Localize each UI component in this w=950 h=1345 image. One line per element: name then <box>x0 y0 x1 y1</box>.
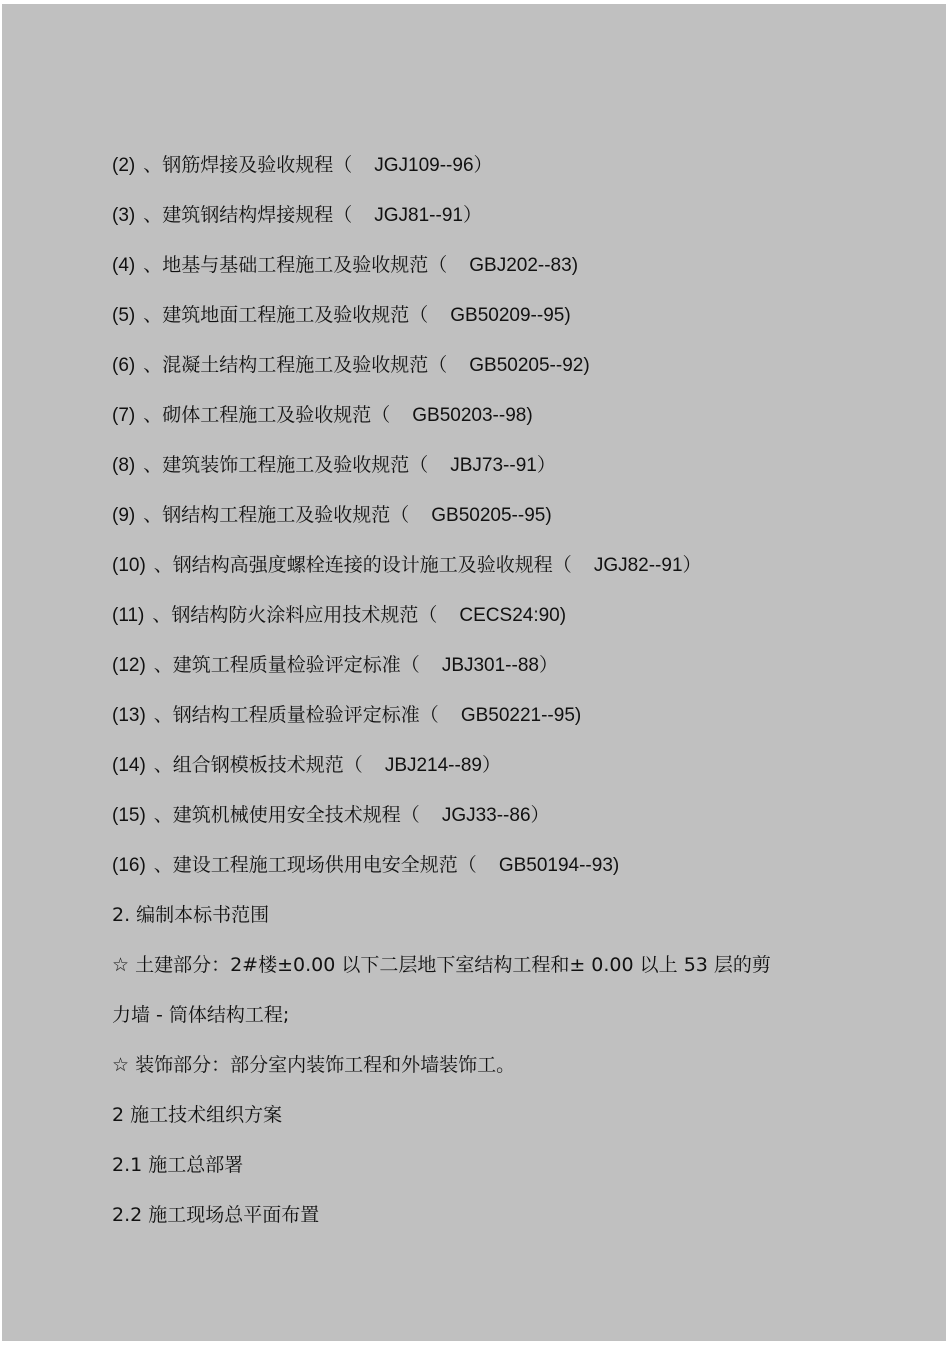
item-code: JBJ301--88） <box>441 655 558 676</box>
section-heading-scope: 2. 编制本标书范围 <box>112 904 270 926</box>
item-number: (9) <box>112 505 136 526</box>
item-code: GB50205--92) <box>469 355 590 376</box>
item-title: 、砌体工程施工及验收规范（ <box>143 404 391 426</box>
item-code: CECS24:90) <box>459 605 567 626</box>
item-number: (14) <box>112 755 146 776</box>
item-code: JGJ109--96） <box>374 155 493 176</box>
item-title: 、建筑装饰工程施工及验收规范（ <box>143 454 429 476</box>
standard-item-4 <box>112 240 872 290</box>
section-heading-plan: 2 施工技术组织方案 <box>112 1104 283 1126</box>
subsection-2-1: 2.1 施工总部署 <box>112 1154 244 1176</box>
standard-item-9 <box>112 490 872 540</box>
item-number: (13) <box>112 705 146 726</box>
standard-item-8 <box>112 440 872 490</box>
subsection-2-2: 2.2 施工现场总平面布置 <box>112 1204 320 1226</box>
item-title: 、钢结构工程施工及验收规范（ <box>143 504 410 526</box>
item-code: JBJ214--89） <box>384 755 501 776</box>
standard-item-7 <box>112 390 872 440</box>
item-code: GB50194--93) <box>498 855 620 876</box>
item-code: GB50205--95) <box>431 505 552 526</box>
item-code: GB50221--95) <box>460 705 582 726</box>
item-title: 、钢结构工程质量检验评定标准（ <box>153 704 439 726</box>
item-number: (3) <box>112 205 136 226</box>
item-number: (2) <box>112 155 136 176</box>
item-number: (6) <box>112 355 136 376</box>
item-title: 、钢筋焊接及验收规程（ <box>143 154 353 176</box>
standard-item-6 <box>112 340 872 390</box>
standard-item-10 <box>112 540 872 590</box>
item-title: 、地基与基础工程施工及验收规范（ <box>143 254 448 276</box>
standard-item-5 <box>112 290 872 340</box>
document-page <box>2 4 946 1341</box>
item-code: JGJ81--91） <box>374 205 482 226</box>
civil-scope-line-2: 力墙 - 筒体结构工程; <box>112 1004 290 1026</box>
standard-item-16 <box>112 840 872 890</box>
civil-scope-line-1: ☆ 土建部分：2#楼±0.00 以下二层地下室结构工程和± 0.00 以上 53 层的剪 <box>112 954 771 976</box>
standard-item-11 <box>112 590 872 640</box>
standard-item-13 <box>112 690 872 740</box>
item-title: 、建筑地面工程施工及验收规范（ <box>143 304 429 326</box>
item-number: (12) <box>112 655 146 676</box>
item-code: GB50203--98) <box>412 405 533 426</box>
item-number: (8) <box>112 455 136 476</box>
item-code: JGJ82--91） <box>593 555 702 576</box>
item-code: JBJ73--91） <box>450 455 556 476</box>
item-number: (11) <box>112 605 145 626</box>
item-code: JGJ33--86） <box>441 805 550 826</box>
item-title: 、组合钢模板技术规范（ <box>153 754 363 776</box>
item-number: (15) <box>112 805 146 826</box>
item-number: (7) <box>112 405 136 426</box>
item-number: (10) <box>112 555 146 576</box>
item-number: (16) <box>112 855 146 876</box>
standard-item-14 <box>112 740 872 790</box>
item-title: 、建设工程施工现场供用电安全规范（ <box>153 854 477 876</box>
standard-item-3 <box>112 190 872 240</box>
standard-item-15 <box>112 790 872 840</box>
item-title: 、建筑机械使用安全技术规程（ <box>153 804 420 826</box>
item-code: GBJ202--83) <box>469 255 579 276</box>
item-title: 、混凝土结构工程施工及验收规范（ <box>143 354 448 376</box>
item-title: 、钢结构防火涂料应用技术规范（ <box>152 604 438 626</box>
decoration-scope-line: ☆ 装饰部分：部分室内装饰工程和外墙装饰工。 <box>112 1054 516 1076</box>
item-code: GB50209--95) <box>450 305 571 326</box>
item-number: (4) <box>112 255 136 276</box>
item-number: (5) <box>112 305 136 326</box>
standard-item-2 <box>112 140 872 190</box>
standard-item-12 <box>112 640 872 690</box>
item-title: 、建筑钢结构焊接规程（ <box>143 204 353 226</box>
page-content <box>112 140 872 1240</box>
item-title: 、建筑工程质量检验评定标准（ <box>153 654 420 676</box>
item-title: 、钢结构高强度螺栓连接的设计施工及验收规程（ <box>153 554 572 576</box>
